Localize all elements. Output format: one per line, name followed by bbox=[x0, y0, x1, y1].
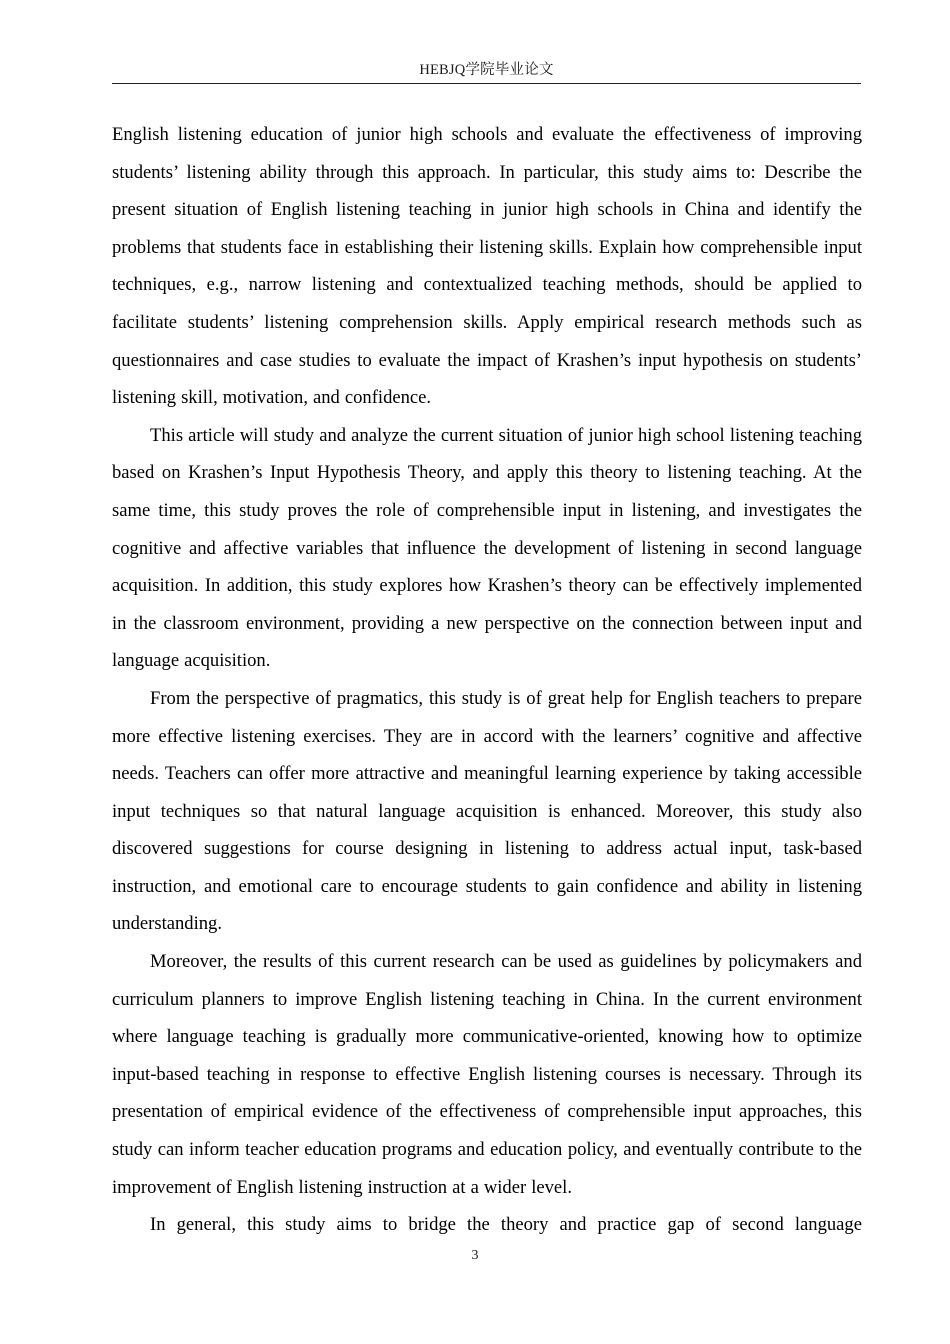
body-paragraph-5: In general, this study aims to bridge the theory and practice gap of second language bbox=[150, 1214, 862, 1236]
page-number: 3 bbox=[471, 1248, 479, 1263]
running-header bbox=[112, 60, 861, 84]
header-divider bbox=[112, 83, 861, 84]
body-paragraph-1: English listening education of junior high schools and evaluate the effectiveness of improving students’ listening ability through this approach. In particular, this study aims to: Describe the present situation of English listening teaching in junior high schools in China and identify the problems that students face in establishing their listening skills. Explain how comprehensible input techniques, e.g., narrow listening and contextualized teaching methods, should be applied to facilitate students’ listening comprehension skills. Apply empirical research methods such as questionnaires and case studies to evaluate the impact of Krashen’s input hypothesis on students’ listening skill, motivation, and confidence. bbox=[112, 124, 862, 409]
body-paragraph-2: This article will study and analyze the current situation of junior high school listening teaching based on Krashen’s Input Hypothesis Theory, and apply this theory to listening teaching. At the same time, this study proves the role of comprehensible input in listening, and investigates the cognitive and affective variables that influence the development of listening in second language acquisition. In addition, this study explores how Krashen’s theory can be effectively implemented in the classroom environment, providing a new perspective on the connection between input and language acquisition. bbox=[112, 424, 862, 672]
body-paragraph-4: Moreover, the results of this current research can be used as guidelines by policymakers and curriculum planners to improve English listening teaching in China. In the current environment where language teaching is gradually more communicative-oriented, knowing how to optimize input-based teaching in response to effective English listening courses is necessary. Through its presentation of empirical evidence of the effectiveness of comprehensible input approaches, this study can inform teacher education programs and education policy, and eventually contribute to the improvement of English listening instruction at a wider level. bbox=[112, 951, 862, 1198]
body-paragraph-3: From the perspective of pragmatics, this study is of great help for English teachers to prepare more effective listening exercises. They are in accord with the learners’ cognitive and affective needs. Teachers can offer more attractive and meaningful learning experience by taking accessible input techniques so that natural language acquisition is enhanced. Moreover, this study also discovered suggestions for course designing in listening to address actual input, task-based instruction, and emotional care to encourage students to gain confidence and ability in listening understanding. bbox=[112, 687, 862, 935]
document-body bbox=[112, 116, 862, 1244]
header-title: HEBJQ学院毕业论文 bbox=[419, 62, 554, 78]
